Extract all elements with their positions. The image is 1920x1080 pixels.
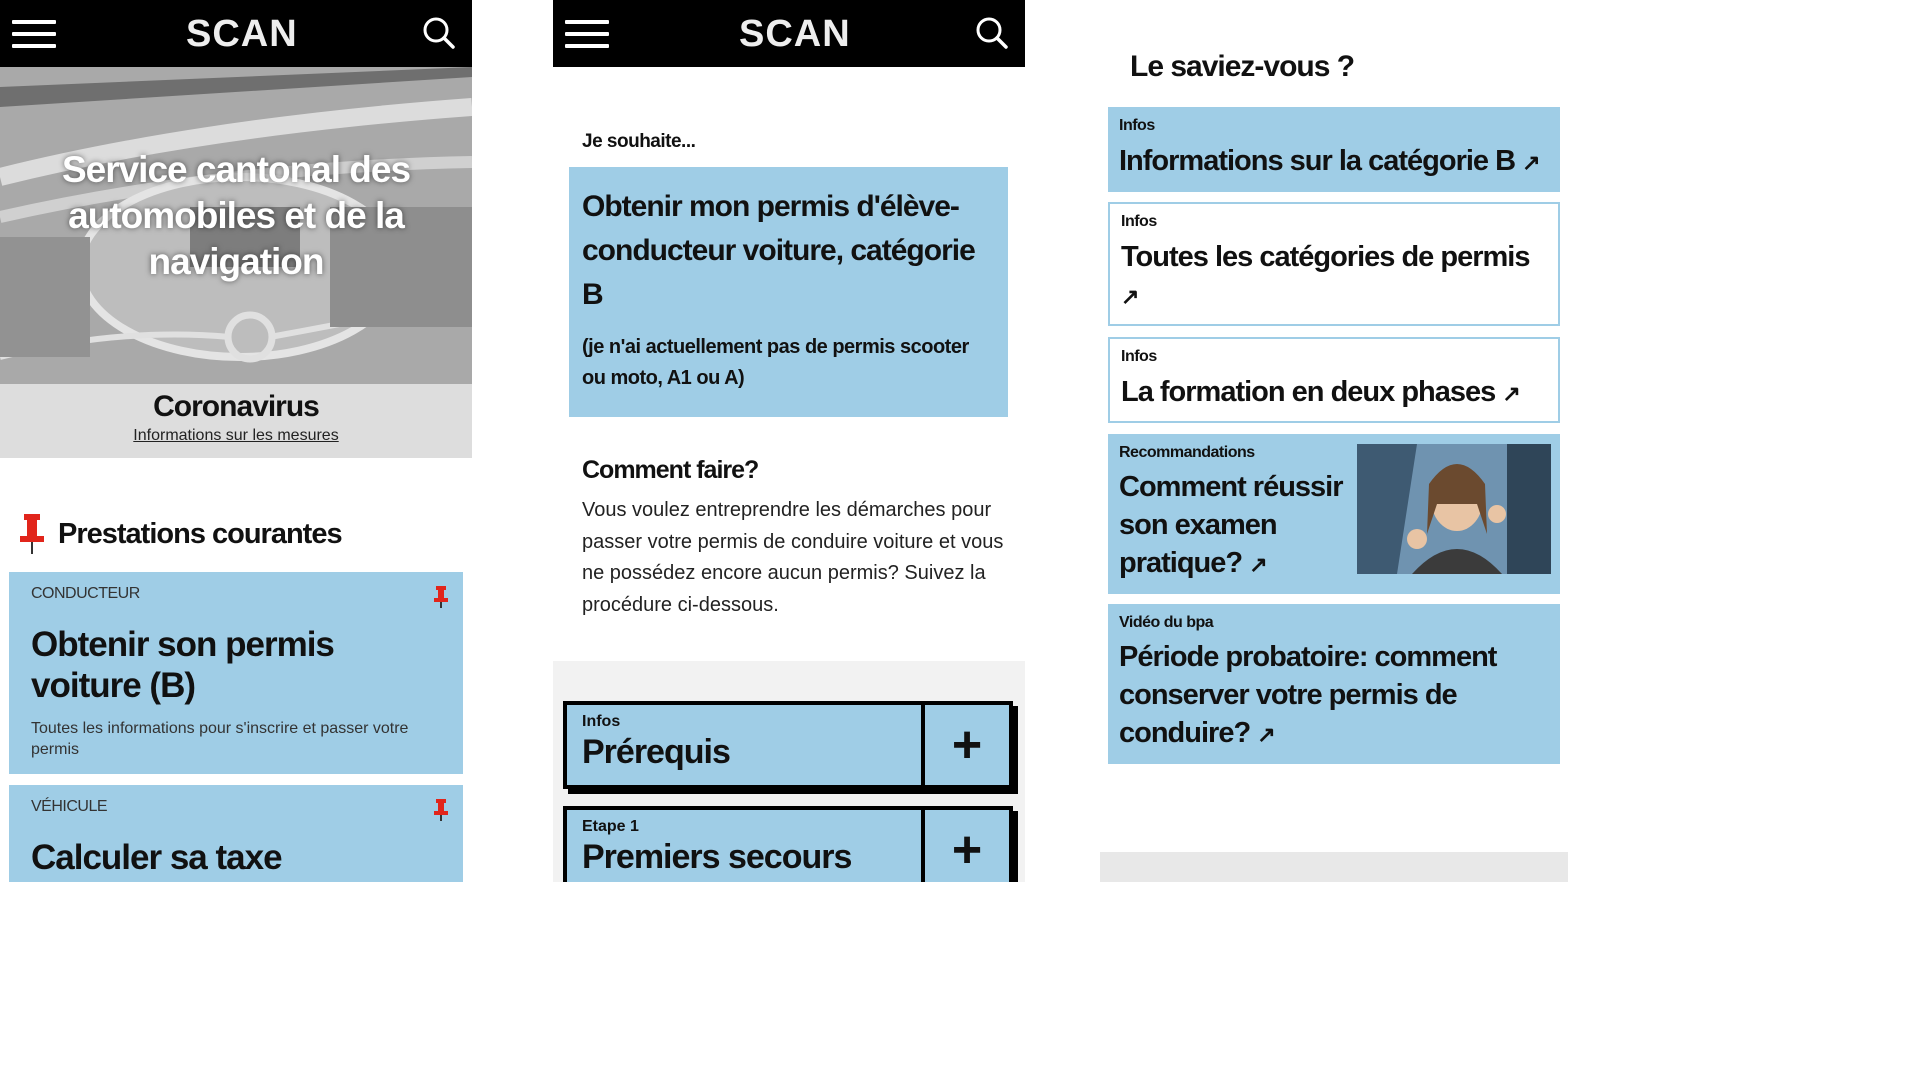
- step-title: Premiers secours: [582, 838, 852, 876]
- service-card-permis[interactable]: [9, 572, 463, 774]
- step-title: Prérequis: [582, 733, 730, 771]
- info-card-formation[interactable]: [1108, 337, 1560, 423]
- card-category: CONDUCTEUR: [31, 585, 140, 602]
- info-card-video-bpa[interactable]: [1108, 604, 1560, 764]
- step-prerequis[interactable]: [563, 701, 1013, 789]
- info-label: Infos: [1121, 213, 1157, 230]
- info-title-text: Comment réussir son examen pratique?: [1119, 471, 1343, 579]
- logo-text: SCAN: [186, 13, 298, 55]
- external-arrow-icon: ↗: [1502, 381, 1520, 406]
- pin-icon: [18, 512, 46, 556]
- external-arrow-icon: ↗: [1257, 722, 1275, 747]
- screen-permis-detail: [553, 0, 1025, 882]
- pin-icon[interactable]: [433, 798, 449, 822]
- coronavirus-title: Coronavirus: [153, 390, 319, 423]
- search-icon[interactable]: [422, 16, 456, 50]
- driver-photo-illustration: [1357, 444, 1551, 574]
- hero-title: Service cantonal des automobiles et de la navigation: [61, 149, 411, 282]
- wish-box[interactable]: [569, 167, 1008, 417]
- card-title: Obtenir son permis voiture (B): [31, 625, 334, 705]
- info-title: [1119, 638, 1530, 754]
- external-arrow-icon: ↗: [1121, 284, 1139, 309]
- menu-icon[interactable]: [565, 20, 609, 48]
- header-bar: [0, 0, 472, 67]
- logo[interactable]: [739, 10, 851, 58]
- wish-subtitle: (je n'ai actuellement pas de permis scooter ou moto, A1 ou A): [582, 336, 969, 389]
- expand-icon[interactable]: +: [921, 810, 1009, 882]
- info-label: Recommandations: [1119, 444, 1255, 461]
- info-title-text: Période probatoire: comment conserver votre permis de conduire?: [1119, 641, 1497, 749]
- header-bar: [553, 0, 1025, 67]
- wish-title: Obtenir mon permis d'élève-conducteur voiture, catégorie B: [582, 190, 975, 311]
- pin-icon[interactable]: [433, 585, 449, 609]
- info-card-examen-pratique[interactable]: [1108, 434, 1560, 594]
- section-heading: [18, 512, 342, 556]
- coronavirus-banner: [0, 384, 472, 458]
- info-title: [1119, 142, 1540, 182]
- how-title: Comment faire?: [582, 456, 759, 484]
- card-title: Calculer sa taxe: [31, 838, 282, 877]
- card-description: Toutes les informations pour s'inscrire et passer votre permis: [31, 720, 409, 758]
- step-label: Infos: [582, 713, 621, 730]
- logo-text: SCAN: [739, 13, 851, 55]
- info-card-categorie-b[interactable]: [1108, 107, 1560, 192]
- menu-icon[interactable]: [12, 20, 56, 48]
- info-title: [1119, 468, 1349, 584]
- step-label: Etape 1: [582, 818, 639, 835]
- section-title: Le saviez-vous ?: [1130, 50, 1355, 83]
- service-card-taxe[interactable]: [9, 785, 463, 882]
- external-arrow-icon: ↗: [1249, 552, 1267, 577]
- external-arrow-icon: ↗: [1522, 150, 1540, 175]
- info-title: [1121, 373, 1520, 413]
- info-title: [1121, 238, 1542, 316]
- wish-label: Je souhaite...: [582, 131, 696, 152]
- logo[interactable]: [186, 10, 298, 58]
- coronavirus-info-link[interactable]: Informations sur les mesures: [133, 427, 339, 444]
- section-title: Prestations courantes: [58, 517, 342, 550]
- info-label: Vidéo du bpa: [1119, 614, 1214, 631]
- driver-photo: [1357, 444, 1551, 574]
- info-title-text: Informations sur la catégorie B: [1119, 145, 1516, 177]
- footer-strip: [1100, 852, 1568, 882]
- how-text: Vous voulez entreprendre les démarches pour passer votre permis de conduire voiture et vous ne possédez encore aucun permis? Suivez la procédure ci-dessous.: [582, 499, 1004, 616]
- info-label: Infos: [1119, 117, 1155, 134]
- info-card-toutes-categories[interactable]: [1108, 202, 1560, 326]
- step-premiers-secours[interactable]: [563, 806, 1013, 882]
- search-icon[interactable]: [975, 16, 1009, 50]
- info-label: Infos: [1121, 348, 1157, 365]
- screen-home: [0, 0, 472, 882]
- info-title-text: Toutes les catégories de permis: [1121, 241, 1530, 273]
- info-title-text: La formation en deux phases: [1121, 376, 1496, 408]
- screen-le-saviez-vous: [1100, 0, 1568, 882]
- card-category: VÉHICULE: [31, 798, 108, 815]
- expand-icon[interactable]: +: [921, 705, 1009, 785]
- hero-banner: [0, 67, 472, 384]
- steps-panel: [553, 661, 1025, 882]
